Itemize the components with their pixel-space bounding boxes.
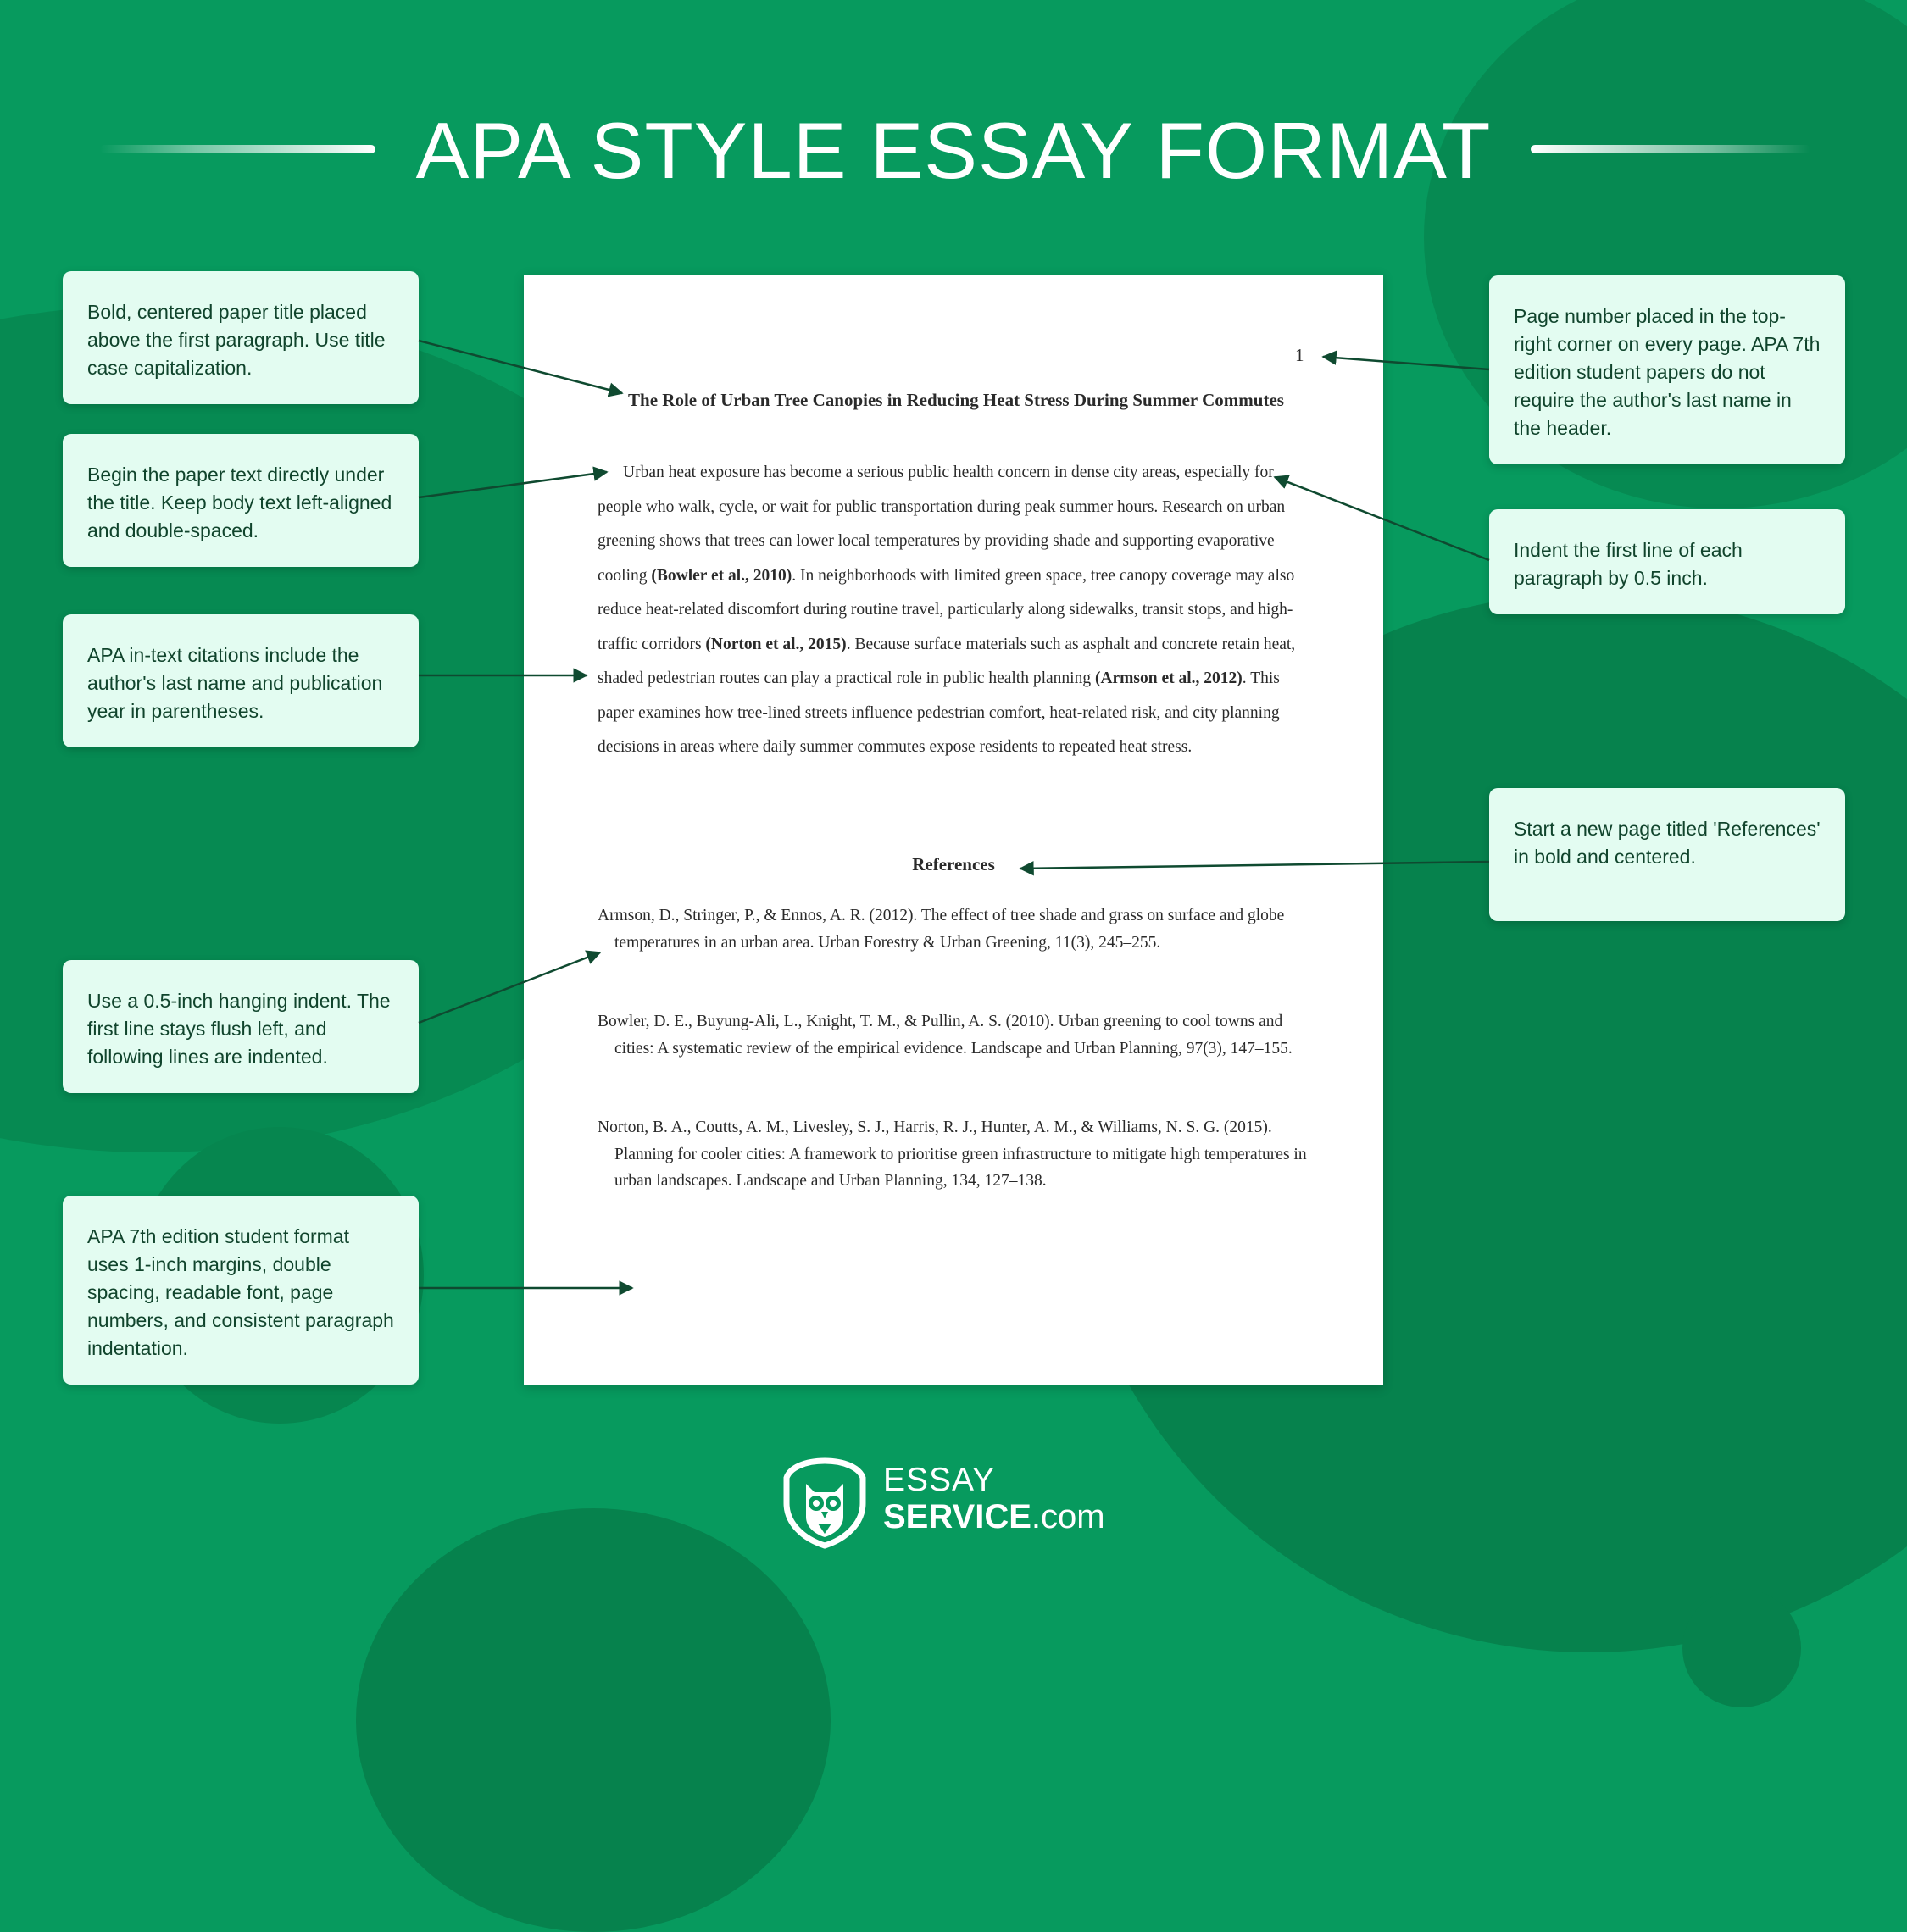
callout-references-page: Start a new page titled 'References' in bold and centered. — [1489, 788, 1845, 921]
arrow-title — [419, 341, 622, 393]
logo-text-domain: .com — [1031, 1498, 1105, 1535]
callout-general-format: APA 7th edition student format uses 1-inch margins, double spacing, readable font, page numbers, and consistent paragraph indentation. — [63, 1196, 419, 1385]
callout-in-text-citations: APA in-text citations include the author's last name and publication year in parentheses. — [63, 614, 419, 747]
arrow-references — [1020, 862, 1489, 869]
arrow-body — [419, 472, 607, 497]
arrow-paragraph-indent — [1275, 477, 1489, 560]
logo-text-service — [883, 1499, 1105, 1535]
logo-text-essay: ESSAY — [883, 1462, 996, 1498]
in-text-citation: (Bowler et al., 2010) — [651, 566, 792, 585]
callout-title-format: Bold, centered paper title placed above the first paragraph. Use title case capitalization. — [63, 271, 419, 404]
in-text-citation: (Armson et al., 2012) — [1094, 669, 1243, 687]
page-number: 1 — [1295, 345, 1304, 365]
essayservice-logo — [778, 1456, 1134, 1549]
arrow-hanging-indent — [419, 952, 600, 1023]
in-text-citation: (Norton et al., 2015) — [705, 635, 847, 653]
body-text-segment: . Because surface materials such as asphalt and concrete retain heat, shaded pedestrian routes can play a practical role in public health planning — [598, 635, 1296, 687]
callout-hanging-indent: Use a 0.5-inch hanging indent. The first line stays flush left, and following lines are indented. — [63, 960, 419, 1093]
body-text-segment: . In neighborhoods with limited green space, tree canopy coverage may also reduce heat-related discomfort during routine travel, particularly along sidewalks, transit stops, and high-traffic corridors — [598, 566, 1295, 653]
reference-entry: Armson, D., Stringer, P., & Ennos, A. R. (2012). The effect of tree shade and grass on surface and globe temperatures in an urban area. Urban Forestry & Urban Greening, 11(3), 245–255. — [598, 907, 1285, 952]
page-title: APA STYLE ESSAY FORMAT — [415, 106, 1492, 195]
paper-title: The Role of Urban Tree Canopies in Reducing Heat Stress During Summer Commutes — [628, 390, 1284, 410]
arrow-page-number — [1323, 357, 1489, 369]
callout-paragraph-indent: Indent the first line of each paragraph by 0.5 inch. — [1489, 509, 1845, 614]
owl-shield-icon — [778, 1456, 871, 1549]
body-text-segment: Urban heat exposure has become a serious public health concern in dense city areas, especially for people who walk, cycle, or wait for public transportation during peak summer hours. Research on urban greening shows that trees can lower local temperatures by providing shade and supporting evaporative cooling — [598, 464, 1286, 585]
reference-entry: Norton, B. A., Coutts, A. M., Livesley, S. J., Harris, R. J., Hunter, A. M., & Williams, N. S. G. (2015). Planning for cooler cities: A framework to prioritise green infrastructure to mitigate high temperatures in urban landscapes. Landscape and Urban Planning, 134, 127–138. — [598, 1119, 1307, 1190]
references-heading: References — [912, 854, 995, 874]
body-text-segment: . This paper examines how tree-lined streets influence pedestrian comfort, heat-related risk, and city planning decisions in areas where daily summer commutes expose residents to repeated heat stress. — [598, 669, 1280, 756]
logo-text-service-bold: SERVICE — [883, 1498, 1031, 1535]
reference-entry: Bowler, D. E., Buyung-Ali, L., Knight, T. M., & Pullin, A. S. (2010). Urban greening to cool towns and cities: A systematic review of the empirical evidence. Landscape and Urban Planning, 97(3), 147–155. — [598, 1013, 1293, 1058]
callout-body-text: Begin the paper text directly under the title. Keep body text left-aligned and double-spaced. — [63, 434, 419, 567]
callout-page-number: Page number placed in the top-right corner on every page. APA 7th edition student papers do not require the author's last name in the header. — [1489, 275, 1845, 464]
